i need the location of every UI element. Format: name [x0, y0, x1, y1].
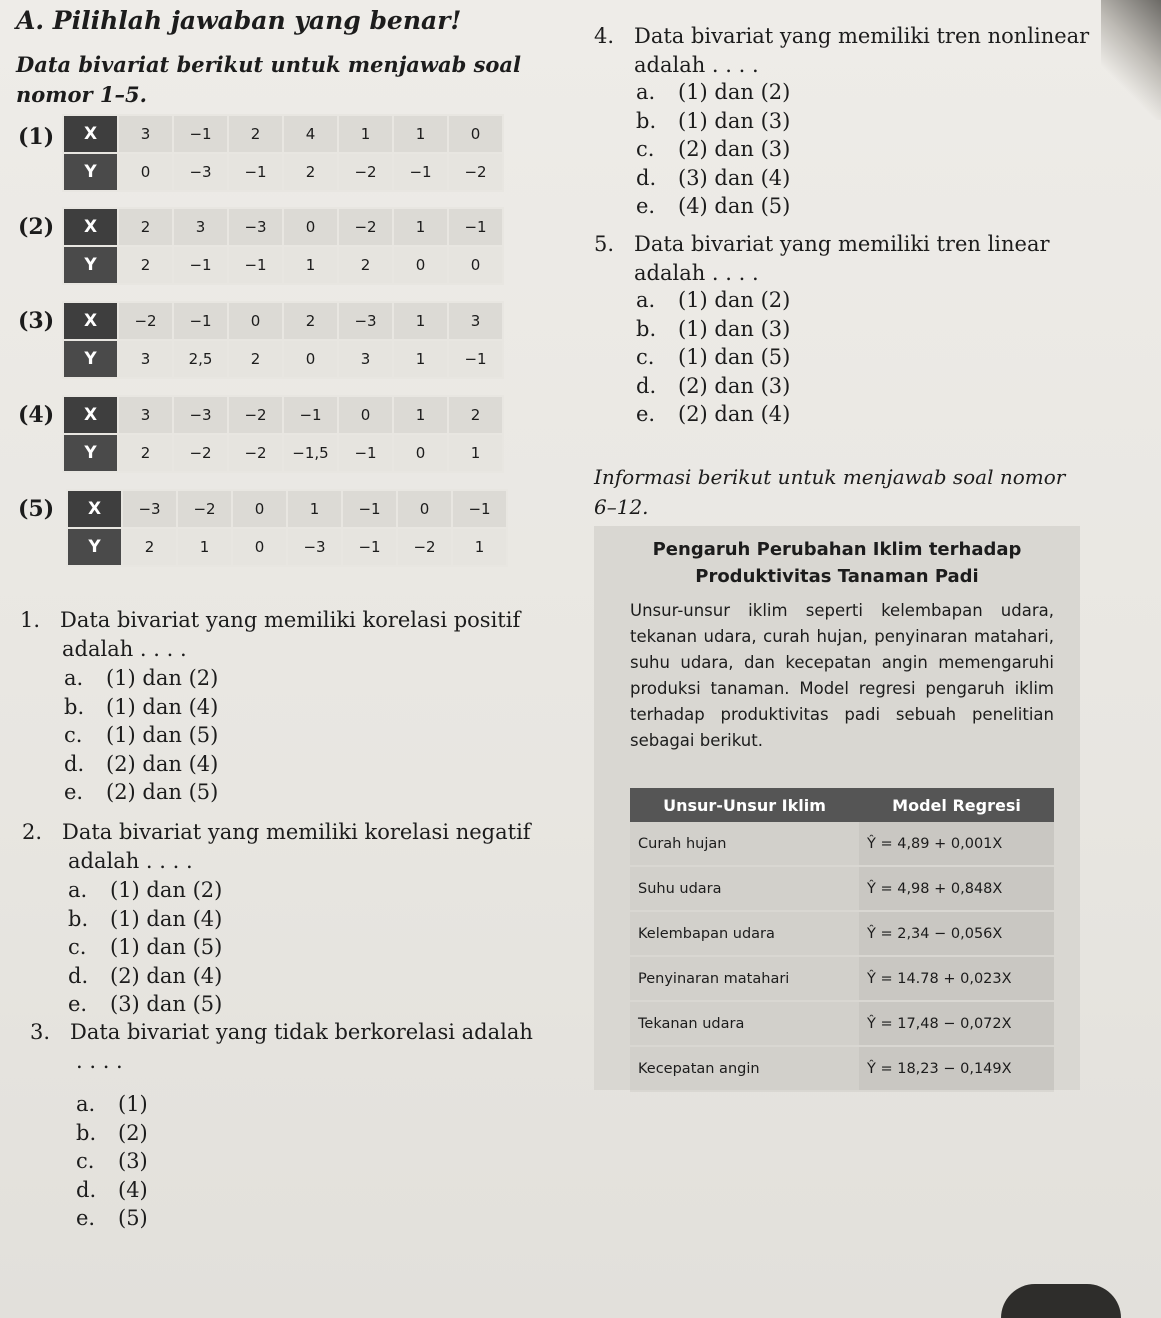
option-b[interactable]: b. (1) dan (4) [64, 694, 219, 719]
table-row [630, 956, 1054, 1001]
question-number: 2. [22, 820, 43, 844]
option-e[interactable]: e. (4) dan (5) [636, 194, 791, 219]
cell: 3 [118, 396, 173, 434]
cell: 1 [338, 115, 393, 153]
option-c[interactable]: c. (1) dan (5) [68, 935, 223, 960]
panel-title-line2: Produktivitas Tanaman Padi [695, 566, 979, 587]
option-e[interactable]: e. (2) dan (4) [636, 402, 791, 427]
cell: 0 [283, 208, 338, 246]
cell: 0 [338, 396, 393, 434]
model-cell: Ŷ = 18,23 − 0,149X [859, 1046, 1054, 1091]
cell: 0 [393, 246, 448, 284]
table-row [630, 822, 1054, 866]
header-model: Model Regresi [859, 788, 1054, 822]
question-text: Data bivariat yang memiliki tren nonlinear [634, 24, 1090, 48]
option-a[interactable]: a. (1) dan (2) [68, 878, 223, 902]
panel-title-line1: Pengaruh Perubahan Iklim terhadap [652, 539, 1022, 560]
cell: −2 [338, 208, 393, 246]
cell: 0 [232, 528, 287, 566]
x-header: X [63, 208, 118, 246]
cell: −3 [228, 208, 283, 246]
question-5 [594, 230, 1050, 288]
question-number: 1. [20, 608, 41, 632]
info-intro [594, 462, 1065, 522]
cell: 2 [118, 434, 173, 472]
cell: 1 [393, 115, 448, 153]
y-header: Y [67, 528, 122, 566]
option-c[interactable]: c. (1) dan (5) [636, 345, 791, 370]
option-c[interactable]: c. (1) dan (5) [64, 723, 219, 748]
cell: 2 [338, 246, 393, 284]
cell: −2 [228, 434, 283, 472]
option-e[interactable]: e. (2) dan (5) [64, 780, 219, 805]
cell: 1 [393, 302, 448, 340]
info-panel [594, 526, 1080, 1090]
question-text-cont: adalah . . . . [68, 849, 193, 873]
cell: −1 [342, 490, 397, 528]
cell: −3 [173, 396, 228, 434]
cell: 0 [232, 490, 287, 528]
cell: −1 [228, 153, 283, 191]
x-header: X [63, 115, 118, 153]
data-table-4 [62, 395, 504, 473]
data-table-1 [62, 114, 504, 192]
cell: −2 [397, 528, 452, 566]
cell: 2 [118, 246, 173, 284]
cell: 1 [452, 528, 507, 566]
data-table-5 [66, 489, 508, 567]
x-header: X [63, 396, 118, 434]
cell: 1 [448, 434, 503, 472]
option-b[interactable]: b. (2) [76, 1120, 148, 1145]
option-d[interactable]: d. (2) dan (4) [68, 963, 223, 988]
panel-paragraph: Unsur-unsur iklim seperti kelembapan udara, tekanan udara, curah hujan, penyinaran matahari, suhu udara, dan kecepatan angin memengaruhi produksi tanaman. Model regresi pengaruh iklim terhadap produktivitas padi sebuah penelitian sebagai berikut. [630, 601, 1054, 750]
table-row [630, 1046, 1054, 1091]
cell: 2,5 [173, 340, 228, 378]
model-cell: Ŷ = 2,34 − 0,056X [859, 911, 1054, 956]
unsur-cell: Kelembapan udara [630, 911, 859, 956]
question-5-options [636, 286, 790, 429]
cell: 2 [118, 208, 173, 246]
cell: 0 [448, 115, 503, 153]
option-b[interactable]: b. (1) dan (3) [636, 108, 791, 133]
option-b[interactable]: b. (1) dan (4) [68, 906, 223, 931]
cell: −1 [228, 246, 283, 284]
table-row [630, 911, 1054, 956]
cell: −2 [177, 490, 232, 528]
cell: 2 [122, 528, 177, 566]
question-3 [30, 1018, 533, 1076]
cell: −3 [338, 302, 393, 340]
question-3-options [76, 1090, 148, 1233]
question-1-options [64, 664, 218, 807]
cell: −1 [338, 434, 393, 472]
question-1 [20, 606, 520, 664]
table-2-label: (2) [18, 214, 55, 240]
data-table-2 [62, 207, 504, 285]
option-e[interactable]: e. (5) [76, 1206, 148, 1231]
cell: −1 [173, 246, 228, 284]
x-header: X [67, 490, 122, 528]
cell: 1 [177, 528, 232, 566]
cell: −1 [452, 490, 507, 528]
model-cell: Ŷ = 4,98 + 0,848X [859, 866, 1054, 911]
cell: 1 [393, 396, 448, 434]
question-text-cont: adalah . . . . [634, 261, 759, 285]
option-a[interactable]: a. (1) dan (2) [636, 288, 791, 312]
cell: −1 [393, 153, 448, 191]
cell: −3 [173, 153, 228, 191]
cell: −2 [118, 302, 173, 340]
cell: 1 [287, 490, 342, 528]
cell: 2 [228, 115, 283, 153]
question-text-cont: . . . . [76, 1049, 123, 1073]
table-row [630, 866, 1054, 911]
question-number: 4. [594, 24, 615, 48]
section-title: A. Pilihlah jawaban yang benar! [16, 6, 462, 35]
table-4-label: (4) [18, 402, 55, 428]
cell: −1 [173, 115, 228, 153]
cell: 0 [397, 490, 452, 528]
cell: 1 [393, 340, 448, 378]
info-intro-line2: 6–12. [594, 495, 649, 519]
cell: −3 [287, 528, 342, 566]
cell: 2 [283, 302, 338, 340]
question-text-cont: adalah . . . . [634, 53, 759, 77]
y-header: Y [63, 246, 118, 284]
cell: 3 [448, 302, 503, 340]
table-1-label: (1) [18, 124, 55, 150]
cell: −2 [228, 396, 283, 434]
model-cell: Ŷ = 4,89 + 0,001X [859, 822, 1054, 866]
option-d[interactable]: d. (2) dan (4) [64, 751, 219, 776]
section-intro: Data bivariat berikut untuk menjawab soal nomor 1–5. [16, 52, 521, 107]
header-unsur: Unsur-Unsur Iklim [630, 788, 859, 822]
cell: 0 [393, 434, 448, 472]
cell: 0 [118, 153, 173, 191]
option-a[interactable]: a. (1) dan (2) [636, 80, 791, 104]
option-b[interactable]: b. (1) dan (3) [636, 316, 791, 341]
unsur-cell: Curah hujan [630, 822, 859, 866]
question-2 [22, 818, 531, 876]
finger-shadow [1001, 1284, 1121, 1318]
table-row [630, 1001, 1054, 1046]
option-d[interactable]: d. (4) [76, 1177, 148, 1202]
question-text: Data bivariat yang tidak berkorelasi adalah [70, 1020, 533, 1044]
option-c[interactable]: c. (3) [76, 1149, 148, 1174]
option-d[interactable]: d. (2) dan (3) [636, 373, 791, 398]
cell: 0 [283, 340, 338, 378]
cell: −1 [448, 340, 503, 378]
unsur-cell: Tekanan udara [630, 1001, 859, 1046]
cell: 3 [118, 115, 173, 153]
option-e[interactable]: e. (3) dan (5) [68, 992, 223, 1017]
cell: −2 [448, 153, 503, 191]
table-5-label: (5) [18, 496, 55, 522]
regression-table [630, 788, 1054, 1092]
cell: 1 [393, 208, 448, 246]
cell: −2 [173, 434, 228, 472]
question-text: Data bivariat yang memiliki korelasi negatif [62, 820, 531, 844]
page-corner-shadow [1101, 0, 1161, 120]
cell: 1 [283, 246, 338, 284]
model-cell: Ŷ = 14.78 + 0,023X [859, 956, 1054, 1001]
cell: 2 [228, 340, 283, 378]
option-a[interactable]: a. (1) [76, 1092, 148, 1116]
cell: −1 [342, 528, 397, 566]
cell: −1,5 [283, 434, 338, 472]
cell: −1 [173, 302, 228, 340]
unsur-cell: Kecepatan angin [630, 1046, 859, 1091]
cell: 2 [283, 153, 338, 191]
question-text-cont: adalah . . . . [62, 637, 187, 661]
question-number: 5. [594, 232, 615, 256]
y-header: Y [63, 434, 118, 472]
question-2-options [68, 876, 222, 1019]
cell: 4 [283, 115, 338, 153]
x-header: X [63, 302, 118, 340]
option-a[interactable]: a. (1) dan (2) [64, 666, 219, 690]
cell: −1 [283, 396, 338, 434]
data-table-3 [62, 301, 504, 379]
cell: −2 [338, 153, 393, 191]
cell: 0 [228, 302, 283, 340]
cell: 0 [448, 246, 503, 284]
y-header: Y [63, 153, 118, 191]
panel-title [594, 536, 1080, 590]
cell: 3 [173, 208, 228, 246]
question-number: 3. [30, 1020, 51, 1044]
option-c[interactable]: c. (2) dan (3) [636, 137, 791, 162]
unsur-cell: Penyinaran matahari [630, 956, 859, 1001]
cell: −3 [122, 490, 177, 528]
option-d[interactable]: d. (3) dan (4) [636, 165, 791, 190]
cell: −1 [448, 208, 503, 246]
cell: 3 [338, 340, 393, 378]
cell: 3 [118, 340, 173, 378]
question-text: Data bivariat yang memiliki korelasi positif [60, 608, 521, 632]
model-cell: Ŷ = 17,48 − 0,072X [859, 1001, 1054, 1046]
question-4 [594, 22, 1089, 80]
cell: 2 [448, 396, 503, 434]
info-intro-line1: Informasi berikut untuk menjawab soal nomor [594, 465, 1066, 489]
unsur-cell: Suhu udara [630, 866, 859, 911]
y-header: Y [63, 340, 118, 378]
question-4-options [636, 78, 790, 221]
question-text: Data bivariat yang memiliki tren linear [634, 232, 1050, 256]
table-3-label: (3) [18, 308, 55, 334]
